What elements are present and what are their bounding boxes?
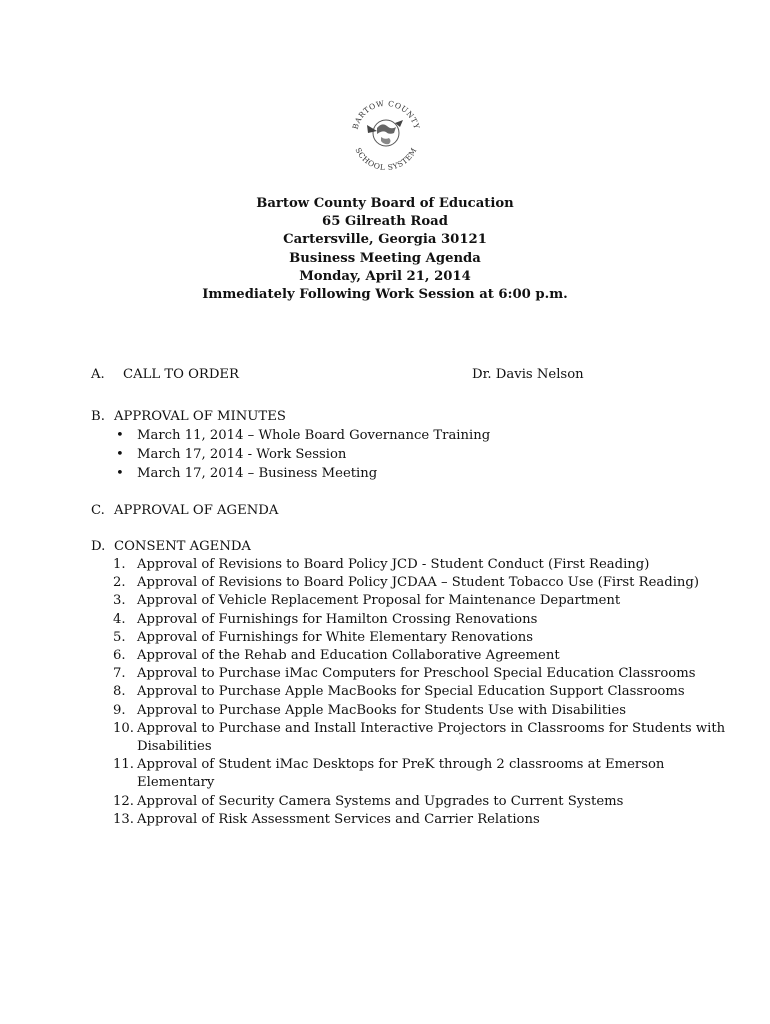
list-item xyxy=(91,811,731,829)
list-item xyxy=(91,629,731,647)
minutes-list xyxy=(91,426,731,483)
item-text: Approval of Furnishings for Hamilton Crossing Renovations xyxy=(137,611,538,627)
list-item xyxy=(91,793,731,811)
item-number: 3. xyxy=(113,593,126,609)
list-item xyxy=(91,445,731,464)
item-text: Approval of Security Camera Systems and Upgrades to Current Systems xyxy=(137,793,624,809)
section-title: CALL TO ORDER xyxy=(123,367,239,382)
item-number: 9. xyxy=(113,702,126,718)
list-item xyxy=(91,756,731,792)
list-item-text: March 17, 2014 – Business Meeting xyxy=(137,466,378,481)
list-item-text: March 11, 2014 – Whole Board Governance Training xyxy=(137,428,491,443)
list-item xyxy=(91,611,731,629)
item-number: 8. xyxy=(113,684,126,700)
city-state-zip: Cartersville, Georgia 30121 xyxy=(283,232,487,248)
item-text: Approval to Purchase and Install Interactive Projectors in Classrooms for Students with Disabilities xyxy=(137,720,726,755)
section-title: CONSENT AGENDA xyxy=(114,539,251,554)
bullet-icon: • xyxy=(116,447,124,462)
meeting-time: Immediately Following Work Session at 6:00 p.m. xyxy=(202,286,568,302)
agenda-title: Business Meeting Agenda xyxy=(289,250,481,266)
board-name: Bartow County Board of Education xyxy=(256,196,514,211)
item-text: Approval to Purchase Apple MacBooks for Students Use with Disabilities xyxy=(137,702,626,718)
item-text: Approval of Furnishings for White Elementary Renovations xyxy=(137,629,534,645)
item-text: Approval of the Rehab and Education Collaborative Agreement xyxy=(137,648,560,664)
list-item xyxy=(91,574,731,592)
item-number: 11. xyxy=(113,757,134,773)
consent-items-list xyxy=(91,556,731,829)
item-number: 7. xyxy=(113,666,126,682)
list-item xyxy=(91,720,731,756)
item-number: 4. xyxy=(113,611,126,627)
svg-text:SCHOOL SYSTEM xyxy=(353,146,418,172)
section-consent-agenda xyxy=(91,538,731,829)
item-text: Approval of Vehicle Replacement Proposal for Maintenance Department xyxy=(137,593,621,609)
list-item xyxy=(91,702,731,720)
bullet-icon: • xyxy=(116,466,124,481)
list-item xyxy=(91,464,731,483)
item-text: Approval of Student iMac Desktops for PreK through 2 classrooms at Emerson Elementary xyxy=(137,757,665,791)
section-letter: A. xyxy=(91,367,105,382)
list-item xyxy=(91,556,731,574)
item-number: 2. xyxy=(113,575,126,591)
logo-top-text: BARTOW COUNTY xyxy=(350,98,422,131)
item-number: 13. xyxy=(113,811,134,827)
globe-icon xyxy=(367,120,403,146)
presenter-name: Dr. Davis Nelson xyxy=(472,367,584,382)
item-text: Approval of Risk Assessment Services and Carrier Relations xyxy=(137,811,540,827)
section-letter: C. xyxy=(91,503,105,518)
list-item xyxy=(91,647,731,665)
item-text: Approval to Purchase Apple MacBooks for Special Education Support Classrooms xyxy=(137,684,685,700)
bullet-icon: • xyxy=(116,428,124,443)
logo-bottom-text: SCHOOL SYSTEM xyxy=(353,145,419,173)
list-item xyxy=(91,592,731,610)
section-approval-of-minutes xyxy=(91,407,731,483)
item-number: 6. xyxy=(113,648,126,664)
section-title: APPROVAL OF AGENDA xyxy=(114,503,279,518)
list-item xyxy=(91,683,731,701)
list-item-text: March 17, 2014 - Work Session xyxy=(137,447,347,462)
list-item xyxy=(91,426,731,445)
meeting-date: Monday, April 21, 2014 xyxy=(299,268,471,284)
document-header xyxy=(0,195,770,304)
item-text: Approval of Revisions to Board Policy JCDAA – Student Tobacco Use (First Reading) xyxy=(137,575,700,591)
list-item xyxy=(91,665,731,683)
item-number: 12. xyxy=(113,793,134,809)
item-text: Approval to Purchase iMac Computers for Preschool Special Education Classrooms xyxy=(137,666,696,682)
school-system-logo xyxy=(345,95,427,173)
item-number: 10. xyxy=(113,720,134,736)
section-call-to-order xyxy=(91,365,731,384)
section-letter: D. xyxy=(91,539,106,554)
item-text: Approval of Revisions to Board Policy JCD - Student Conduct (First Reading) xyxy=(137,557,650,572)
street-address: 65 Gilreath Road xyxy=(322,214,448,230)
item-number: 1. xyxy=(113,557,126,572)
section-title: APPROVAL OF MINUTES xyxy=(114,409,286,424)
section-letter: B. xyxy=(91,409,105,424)
item-number: 5. xyxy=(113,629,126,645)
section-approval-of-agenda xyxy=(91,501,731,520)
